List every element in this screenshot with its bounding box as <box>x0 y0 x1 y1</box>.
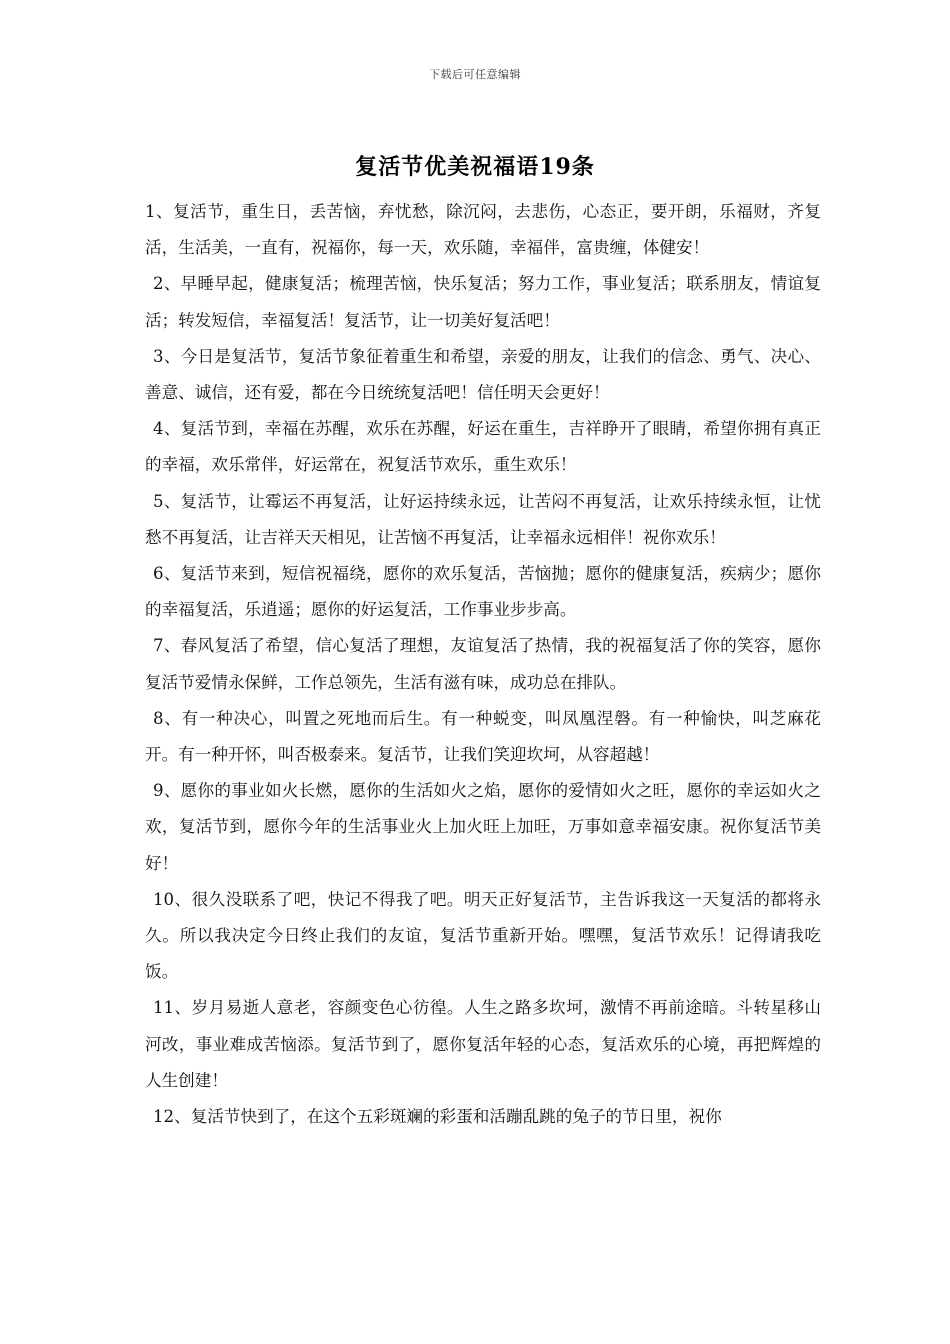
blessing-item: 10、很久没联系了吧，快记不得我了吧。明天正好复活节，主告诉我这一天复活的都将永久。所以我决定今日终止我们的友谊，复活节重新开始。嘿嘿，复活节欢乐！记得请我吃饭。 <box>145 889 821 982</box>
blessing-item: 2、早睡早起，健康复活；梳理苦恼，快乐复活；努力工作，事业复活；联系朋友，情谊复活；转发短信，幸福复活！复活节，让一切美好复活吧！ <box>145 274 821 330</box>
blessing-item: 1、复活节，重生日，丢苦恼，弃忧愁，除沉闷，去悲伤，心态正，要开朗，乐福财，齐复活，生活美，一直有，祝福你，每一天，欢乐随，幸福伴，富贵缠，体健安！ <box>145 202 821 258</box>
blessing-item: 7、春风复活了希望，信心复活了理想，友谊复活了热情，我的祝福复活了你的笑容，愿你复活节爱情永保鲜，工作总领先，生活有滋有味，成功总在排队。 <box>145 636 821 692</box>
blessing-item: 9、愿你的事业如火长燃，愿你的生活如火之焰，愿你的爱情如火之旺，愿你的幸运如火之欢，复活节到，愿你今年的生活事业火上加火旺上加旺，万事如意幸福安康。祝你复活节美好！ <box>145 781 821 873</box>
blessing-item: 6、复活节来到，短信祝福绕，愿你的欢乐复活，苦恼抛；愿你的健康复活，疾病少；愿你的幸福复活，乐逍遥；愿你的好运复活，工作事业步步高。 <box>145 564 821 620</box>
blessing-item: 8、有一种决心，叫置之死地而后生。有一种蜕变，叫凤凰涅磐。有一种愉快，叫芝麻花开。有一种开怀，叫否极泰来。复活节，让我们笑迎坎坷，从容超越！ <box>145 708 821 765</box>
blessings-list <box>145 194 821 1135</box>
blessing-item: 3、今日是复活节，复活节象征着重生和希望，亲爱的朋友，让我们的信念、勇气、决心、善意、诚信，还有爱，都在今日统统复活吧！信任明天会更好！ <box>145 346 821 403</box>
blessing-item: 12、复活节快到了，在这个五彩斑斓的彩蛋和活蹦乱跳的兔子的节日里，祝你 <box>153 1107 722 1127</box>
blessing-item: 11、岁月易逝人意老，容颜变色心彷徨。人生之路多坎坷，激情不再前途暗。斗转星移山河改，事业难成苦恼添。复活节到了，愿你复活年轻的心态，复活欢乐的心境，再把辉煌的人生创建！ <box>145 998 821 1090</box>
blessing-item: 5、复活节，让霉运不再复活，让好运持续永远，让苦闷不再复活，让欢乐持续永恒，让忧愁不再复活，让吉祥天天相见，让苦恼不再复活，让幸福永远相伴！祝你欢乐！ <box>145 491 821 547</box>
document-title: 复活节优美祝福语19条 <box>355 154 595 180</box>
header-note: 下载后可任意编辑 <box>429 68 521 81</box>
blessing-item: 4、复活节到，幸福在苏醒，欢乐在苏醒，好运在重生，吉祥睁开了眼睛，希望你拥有真正的幸福，欢乐常伴，好运常在，祝复活节欢乐，重生欢乐！ <box>145 419 821 475</box>
